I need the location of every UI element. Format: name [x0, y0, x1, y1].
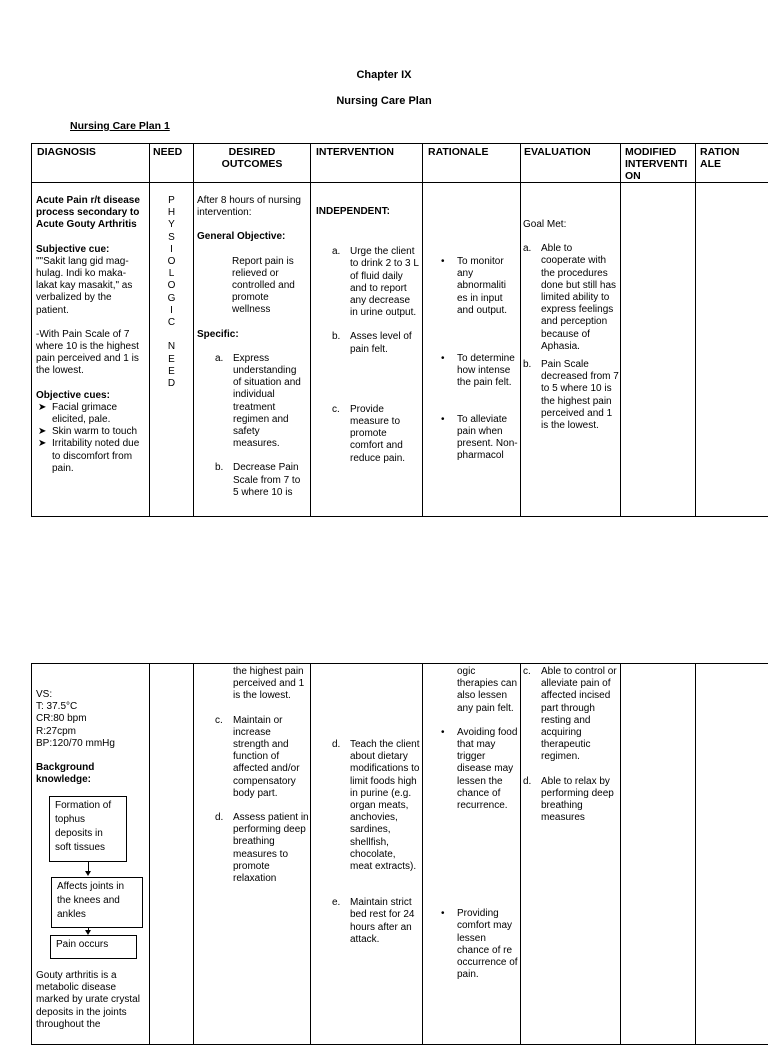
- evaluation-cell-2: [523, 666, 619, 824]
- intervention-cell-2: [332, 739, 420, 946]
- vital-sign: CR:80 bpm: [36, 713, 87, 725]
- care-plan-subtitle: Nursing Care Plan 1: [70, 120, 170, 132]
- intervention-item: b. Asses level of pain felt.: [332, 331, 412, 355]
- rationale-item: • Providing comfort may lessen chance of re occurrence of pain.: [441, 908, 518, 981]
- outcome-item: b. Decrease Pain Scale from 7 to 5 where 10 is: [215, 462, 301, 498]
- diagnosis-cell-2: [36, 689, 146, 786]
- evaluation-item: b. Pain Scale decreased from 7 to 5 where 10 is the highest pain perceived and 1 is the lowest.: [523, 359, 619, 432]
- vital-sign: T: 37.5°C: [36, 701, 78, 713]
- goal-met-label: Goal Met:: [523, 219, 567, 230]
- chapter-heading: Chapter IX: [356, 69, 412, 81]
- flow-box-tophus: Formation of tophus deposits in soft tissues: [49, 796, 127, 862]
- rationale-item: • To monitor any abnormaliti es in input and output.: [441, 256, 508, 316]
- diagnosis-title: Acute Pain r/t disease process secondary to Acute Gouty Arthritis: [36, 195, 140, 231]
- intervention-cell: [316, 206, 420, 465]
- intervention-item: c. Provide measure to promote comfort and reduce pain.: [332, 403, 406, 464]
- intervention-item: d. Teach the client about dietary modifications to limit foods high in purine (e.g. organ meats, anchovies, sardines, shellfish, chocolate, meat extracts).: [332, 739, 420, 873]
- general-objective-text: Report pain is relieved or controlled and promote wellness: [232, 255, 295, 316]
- outcome-item: d. Assess patient in performing deep breathing measures to promote relaxation: [215, 812, 309, 885]
- header-modified-intervention: MODIFIED INTERVENTI ON: [625, 146, 688, 182]
- flow-box-joints: Affects joints in the knees and ankles: [51, 877, 143, 928]
- header-need: NEED: [153, 146, 183, 158]
- evaluation-item: d. Able to relax by performing deep breathing measures: [523, 775, 614, 824]
- outcome-item: a. Express understanding of situation and individual treatment regimen and safety measures.: [215, 352, 301, 450]
- objective-label: Objective cues:: [36, 389, 110, 401]
- vs-label: VS:: [36, 689, 53, 700]
- vital-sign: R:27cpm: [36, 725, 77, 737]
- objective-cue: ➤ Facial grimace elicited, pale.: [38, 401, 118, 426]
- rationale-item: • Avoiding food that may trigger disease may lessen the chance of recurrence.: [441, 726, 518, 812]
- rationale-cell-2: [437, 666, 519, 981]
- care-plan-table-page-1: [31, 143, 768, 517]
- care-plan-table-page-2: [31, 663, 768, 1045]
- background-label: Background knowledge:: [36, 762, 95, 786]
- subjective-label: Subjective cue:: [36, 243, 110, 255]
- rationale-continued: ogic therapies can also lessen any pain felt.: [457, 666, 518, 714]
- rationale-item: • To determine how intense the pain felt.: [441, 353, 515, 389]
- evaluation-cell: [523, 219, 619, 432]
- header-rationale: RATIONALE: [428, 146, 489, 158]
- outcome-item: c. Maintain or increase strength and function of affected and/or compensatory body part.: [215, 714, 300, 799]
- independent-label: INDEPENDENT:: [316, 206, 390, 217]
- subjective-text: ""Sakit lang gid mag-hulag. Indi ko maka-lakat kay masakit," as verbalized by the patient.: [36, 255, 133, 316]
- diagnosis-cell: [36, 195, 146, 475]
- header-intervention: INTERVENTION: [316, 146, 394, 158]
- need-letters: P H Y S I O L O G I C N E E D: [167, 195, 176, 390]
- intervention-item: a. Urge the client to drink 2 to 3 L of fluid daily and to report any decrease in urine output.: [332, 246, 419, 319]
- outcome-continued: the highest pain perceived and 1 is the lowest.: [233, 666, 305, 702]
- pain-scale-text: -With Pain Scale of 7 where 10 is the highest pain perceived and 1 is the lowest.: [36, 328, 139, 377]
- flow-box-pain: Pain occurs: [50, 935, 137, 959]
- gout-description: Gouty arthritis is a metabolic disease marked by urate crystal deposits in the joints throughout the: [36, 970, 140, 1030]
- evaluation-item: a. Able to cooperate with the procedures done but still has limited ability to express feelings and perception because of Aphasia.: [523, 243, 617, 352]
- vital-sign: BP:120/70 mmHg: [36, 737, 115, 749]
- general-objective-label: General Objective:: [197, 231, 286, 243]
- header-rationale-2: RATION ALE: [700, 146, 740, 170]
- objective-cue: ➤ Skin warm to touch: [38, 426, 138, 438]
- outcomes-intro: After 8 hours of nursing intervention:: [197, 195, 301, 219]
- header-desired-outcomes: DESIRED OUTCOMES: [221, 146, 283, 170]
- header-evaluation: EVALUATION: [524, 146, 591, 158]
- page-title: Nursing Care Plan: [336, 95, 432, 107]
- evaluation-item: c. Able to control or alleviate pain of affected incised part through resting and acquiring therapeutic regimen.: [523, 666, 617, 763]
- rationale-cell: [437, 256, 519, 462]
- outcomes-cell: [197, 195, 307, 499]
- header-diagnosis: DIAGNOSIS: [37, 146, 96, 158]
- outcomes-cell-2: [215, 666, 309, 885]
- intervention-item: e. Maintain strict bed rest for 24 hours after an attack.: [332, 897, 415, 945]
- objective-cue: ➤ Irritability noted due to discomfort from pain.: [38, 438, 140, 474]
- specific-label: Specific:: [197, 328, 239, 340]
- rationale-item: • To alleviate pain when present. Non-pharmacol: [441, 413, 518, 462]
